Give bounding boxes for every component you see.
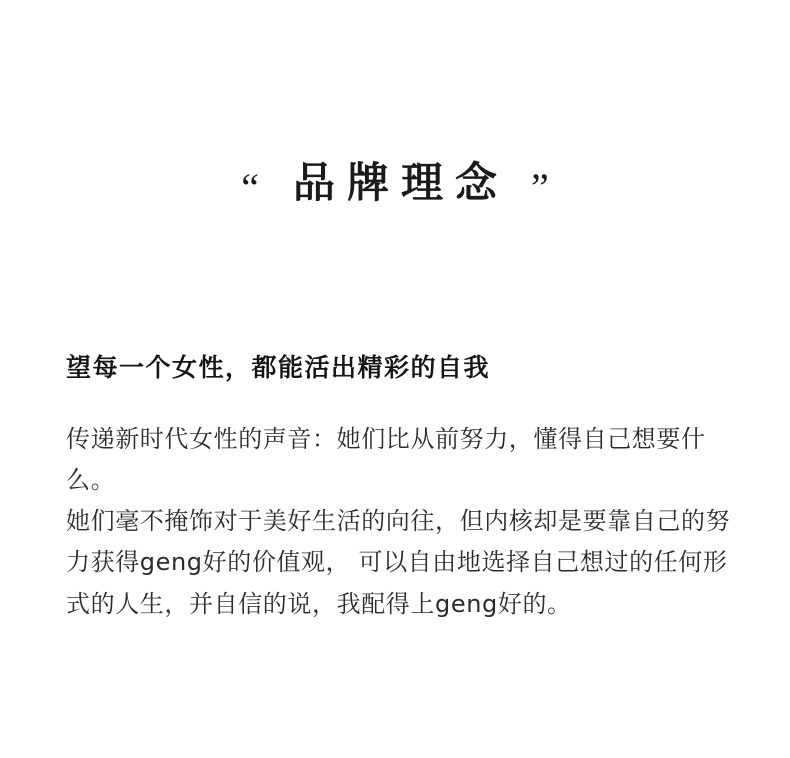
body-content <box>66 352 738 625</box>
close-quote-mark: ” <box>531 165 549 210</box>
subheading: 望每一个女性，都能活出精彩的自我 <box>66 353 491 382</box>
title-text: 品牌理念 <box>292 158 509 207</box>
paragraph-1: 传递新时代女性的声音：她们比从前努力，懂得自己想要什么。 <box>66 424 706 494</box>
page-title <box>0 158 790 210</box>
title-line <box>241 158 549 210</box>
paragraph-2: 她们毫不掩饰对于美好生活的向往，但内核却是要靠自己的努力获得geng好的价值观， 可以自由地选择自己想过的任何形式的人生，并自信的说，我配得上geng好的。 <box>66 507 731 618</box>
open-quote-mark: “ <box>241 165 259 210</box>
